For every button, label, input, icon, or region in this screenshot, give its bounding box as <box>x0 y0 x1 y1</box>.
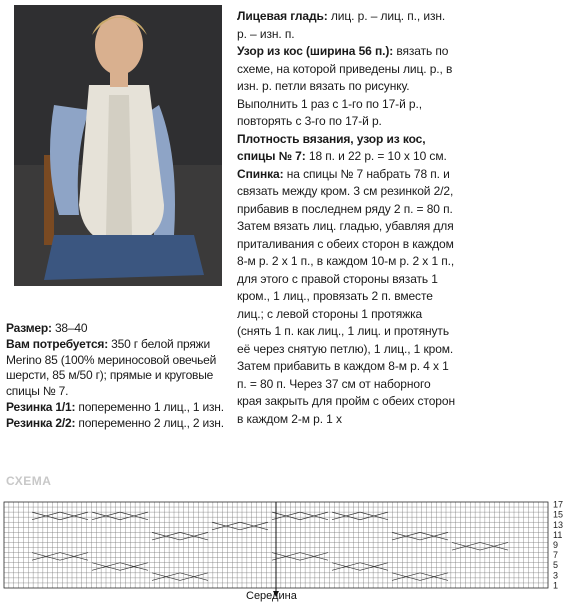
row-number-label: 11 <box>553 529 563 540</box>
cable-cross <box>152 532 208 540</box>
cable-cross <box>92 512 148 520</box>
stockinette-value: лиц. р. – лиц. п., изн. р. – изн. п. <box>237 9 446 41</box>
cable-cross <box>332 512 388 520</box>
cable-cross <box>332 563 388 571</box>
row-number-label: 15 <box>553 509 564 520</box>
cable-cross <box>32 512 88 520</box>
row-number-label: 3 <box>553 570 559 581</box>
model-photo <box>14 5 222 286</box>
materials-block <box>6 321 228 432</box>
row-number-label: 1 <box>553 580 559 591</box>
cable-label: Узор из кос (ширина 56 п.): <box>237 44 394 58</box>
back-value: на спицы № 7 набрать 78 п. и связать между кром. 3 см резинкой 2/2, прибавив в последнем ряду 2 п. = 80 п. Затем вязать лиц. гладью, убавляя для приталивания с обеих сторон в каждом 8-м р. 2 х 1 п., в каждом 10-м р. 2 х 1 п., для этого с правой стороны вязать 1 кром., 1 лиц., провязать 2 п. вместе лиц.; с левой стороны 1 протяжка (снять 1 п. как лиц., 1 лиц. и протянуть её через снятую петлю), 1 лиц., 1 кром. Затем прибавить в каждом 8-м р. 4 х 1 п. = 80 п. Через 37 см от наборного края закрыть для пройм с обеих сторон в каждом 2-м р. 1 х <box>237 166 455 426</box>
stockinette-label: Лицевая гладь: <box>237 9 328 23</box>
need-label: Вам потребуется: <box>6 336 109 351</box>
rib22-label: Резинка 2/2: <box>6 415 76 430</box>
back-label: Спинка: <box>237 166 284 181</box>
center-label: Середина <box>246 590 297 602</box>
knitting-chart-svg <box>0 488 567 606</box>
rib11-value: попеременно 1 лиц., 1 изн. <box>75 399 224 414</box>
gauge-value: 18 п. и 22 р. = 10 х 10 см. <box>305 149 447 163</box>
cable-cross <box>152 573 208 581</box>
cable-value: вязать по схеме, на которой приведены лиц. р., в изн. р. петли вязать по рисунку. Выполнить 1 раз с 1-го по 17-й р., повторять с 3-го по 17-й р. <box>237 44 453 128</box>
cable-cross <box>212 522 268 530</box>
cable-cross <box>392 532 448 540</box>
rib22-value: попеременно 2 лиц., 2 изн. <box>75 415 224 430</box>
need-value: 350 г белой пряжи Merino 85 (100% мериносовой овечьей шерсти, 85 м/50 г); прямые и круговые спицы № 7. <box>6 336 217 399</box>
row-number-label: 7 <box>553 550 559 561</box>
size-label: Размер: <box>6 321 52 335</box>
size-value: 38–40 <box>51 321 88 335</box>
cable-cross <box>32 553 88 561</box>
cable-cross <box>92 563 148 571</box>
row-number-label: 9 <box>553 540 559 550</box>
model-photo-icon <box>14 5 222 286</box>
gauge-label: Плотность вязания, узор из кос, спицы № 7: <box>237 131 426 163</box>
cable-cross <box>392 573 448 581</box>
row-number-label: 13 <box>553 519 564 530</box>
schema-title: СХЕМА <box>6 474 52 488</box>
row-number-label: 17 <box>553 499 564 510</box>
row-number-label: 5 <box>553 560 559 571</box>
knitting-chart <box>0 488 567 606</box>
instructions-block <box>237 8 455 428</box>
rib11-label: Резинка 1/1: <box>6 399 76 414</box>
